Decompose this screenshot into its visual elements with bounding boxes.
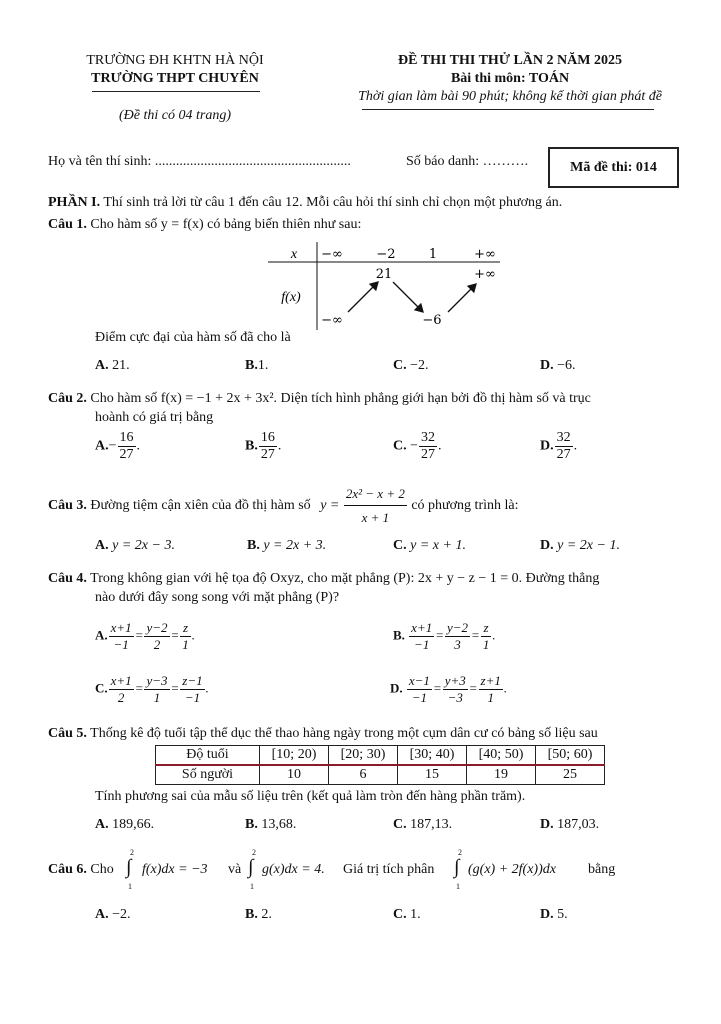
q6-integral-1-text: f(x)dx = −3 <box>142 862 208 877</box>
q3-fraction: $\frac{\text{2x² − x + 2}}{x + 1}$ <box>345 486 405 525</box>
exam-title: ĐỀ THI THI THỬ LẦN 2 NĂM 2025 <box>398 53 622 68</box>
q5-question: Tính phương sai của mẫu số liệu trên (kết quả làm tròn đến hàng phần trăm). <box>95 789 526 804</box>
q1-label: Câu 1. <box>48 217 87 232</box>
table-row <box>156 746 605 766</box>
range-cell: [40; 50) <box>467 746 536 766</box>
q6-and: và <box>228 862 242 877</box>
q3-option-c[interactable]: C. y = x + 1. <box>393 538 466 553</box>
range-cell: [50; 60) <box>536 746 605 766</box>
q3-tail: có phương trình là: <box>411 498 519 514</box>
range-cell: [10; 20) <box>260 746 329 766</box>
integral-2: 2 ∫ 1 <box>248 848 256 891</box>
q2-option-b[interactable]: B. $\frac{16}{27}$ . <box>245 430 282 462</box>
vt-x-0: −∞ <box>321 247 343 262</box>
table-header-count: Số người <box>156 765 260 785</box>
q2-option-a[interactable]: A.− $\frac{16}{27}$ . <box>95 430 141 462</box>
q3-text: Đường tiệm cận xiên của đồ thị hàm số <box>90 498 311 514</box>
q4-option-d[interactable]: D. $\frac{x-1}{-1}$ = $\frac{y+3}{-3}$ = $\frac{z+1}{1}$ . <box>390 673 508 705</box>
vt-arrow-up-2 <box>448 284 476 312</box>
q3-lhs: y = <box>320 498 340 514</box>
exam-code: Mã đề thi: 014 <box>570 159 657 175</box>
q5-option-b[interactable]: B. 13,68. <box>245 817 297 832</box>
vt-x-2: 1 <box>428 247 438 262</box>
q6-option-a[interactable]: A. −2. <box>95 907 131 922</box>
q2-text-2: hoành có giá trị bằng <box>95 410 214 425</box>
count-cell: 10 <box>260 765 329 785</box>
q2-option-c[interactable]: C. − $\frac{32}{27}$ . <box>393 430 442 462</box>
part-instruction <box>48 195 562 211</box>
exam-subject: Bài thi môn: TOÁN <box>450 71 570 86</box>
question-5 <box>48 726 598 742</box>
q4-option-c[interactable]: C. $\frac{x+1}{2}$ = $\frac{y-3}{1}$ = $\frac{z-1}{-1}$ . <box>95 673 209 705</box>
q1-text: Cho hàm số y = f(x) có bảng biến thiên như sau: <box>90 217 362 232</box>
q1-option-a[interactable]: A. 21. <box>95 358 130 373</box>
school-name: TRƯỜNG ĐH KHTN HÀ NỘI <box>86 53 264 68</box>
q4-label: Câu 4. <box>48 571 87 586</box>
exam-code-box <box>548 147 679 188</box>
q1-option-b[interactable]: B.1. <box>245 358 269 373</box>
q4-option-a[interactable]: A. $\frac{x+1}{-1}$ = $\frac{y-2}{2}$ = $\frac{z}{1}$ . <box>95 620 196 652</box>
vt-f-1: 21 <box>375 267 393 282</box>
vt-f-0: −∞ <box>321 313 343 328</box>
count-cell: 19 <box>467 765 536 785</box>
question-3 <box>48 486 518 526</box>
q2-text-1: Cho hàm số f(x) = −1 + 2x + 3x². Diện tích hình phẳng giới hạn bởi đồ thị hàm số và trục <box>90 391 591 406</box>
q6-option-b[interactable]: B. 2. <box>245 907 272 922</box>
candidate-id-label: Số báo danh: ………. <box>406 154 529 169</box>
part-title: PHẦN I. <box>48 195 101 210</box>
vt-f-3: +∞ <box>474 267 496 282</box>
q5-option-d[interactable]: D. 187,03. <box>540 817 600 832</box>
variation-table <box>260 240 510 332</box>
q6-middle: Giá trị tích phân <box>343 862 435 877</box>
range-cell: [20; 30) <box>329 746 398 766</box>
q3-option-b[interactable]: B. y = 2x + 3. <box>247 538 327 553</box>
q5-option-c[interactable]: C. 187,13. <box>393 817 453 832</box>
q4-text-2: nào dưới đây song song với mặt phẳng (P)? <box>95 590 340 605</box>
q1-option-d[interactable]: D. −6. <box>540 358 576 373</box>
q4-text-1: Trong không gian với hệ tọa độ Oxyz, cho mặt phẳng (P): 2x + y − z − 1 = 0. Đường thẳng <box>90 571 600 586</box>
q5-label: Câu 5. <box>48 726 87 741</box>
count-cell: 25 <box>536 765 605 785</box>
q1-option-c[interactable]: C. −2. <box>393 358 429 373</box>
integral-1: 2 ∫ 1 <box>126 848 134 891</box>
part-instruction-text: Thí sinh trả lời từ câu 1 đến câu 12. Mỗi câu hỏi thí sinh chỉ chọn một phương án. <box>103 195 563 210</box>
q2-label: Câu 2. <box>48 391 87 406</box>
header-right-rule <box>362 109 654 110</box>
header-left-rule <box>92 91 260 92</box>
vt-fx-label: f(x) <box>281 290 301 305</box>
q1-question: Điểm cực đại của hàm số đã cho là <box>95 330 291 345</box>
count-cell: 15 <box>398 765 467 785</box>
vt-f-2: −6 <box>422 313 442 328</box>
count-cell: 6 <box>329 765 398 785</box>
integral-3: 2 ∫ 1 <box>454 848 462 891</box>
question-1 <box>48 217 361 233</box>
q2-option-d[interactable]: D. $\frac{32}{27}$ . <box>540 430 578 462</box>
q3-label: Câu 3. <box>48 498 87 514</box>
table-header-age: Độ tuổi <box>156 746 260 766</box>
page-count-note: (Đề thi có 04 trang) <box>119 108 231 123</box>
candidate-name-label: Họ và tên thí sinh: ........................................................ <box>48 154 351 169</box>
q5-option-a[interactable]: A. 189,66. <box>95 817 155 832</box>
vt-x-label: x <box>290 247 298 262</box>
q3-option-a[interactable]: A. y = 2x − 3. <box>95 538 175 553</box>
q6-option-c[interactable]: C. 1. <box>393 907 421 922</box>
q6-label: Câu 6. <box>48 862 87 877</box>
vt-x-3: +∞ <box>474 247 496 262</box>
range-cell: [30; 40) <box>398 746 467 766</box>
q5-text: Thống kê độ tuổi tập thể dục thể thao hàng ngày trong một cụm dân cư có bảng số liệu sau <box>90 726 598 741</box>
vt-arrow-up-1 <box>348 282 378 312</box>
q6-integral-2-text: g(x)dx = 4. <box>262 862 325 877</box>
school-subname: TRƯỜNG THPT CHUYÊN <box>91 71 259 86</box>
q4-option-b[interactable]: B. $\frac{x+1}{-1}$ = $\frac{y-2}{3}$ = $\frac{z}{1}$ . <box>393 620 496 652</box>
q6-integral-3-text: (g(x) + 2f(x))dx <box>468 862 556 877</box>
question-4 <box>48 571 599 587</box>
exam-time: Thời gian làm bài 90 phút; không kể thời gian phát đề <box>358 89 662 104</box>
vt-x-1: −2 <box>376 247 396 262</box>
question-2 <box>48 391 591 407</box>
table-row <box>156 765 605 785</box>
age-stat-table <box>155 745 605 785</box>
question-6: Câu 6. Cho <box>48 862 114 877</box>
q6-tail: bằng <box>588 862 616 877</box>
q3-option-d[interactable]: D. y = 2x − 1. <box>540 538 620 553</box>
q6-option-d[interactable]: D. 5. <box>540 907 568 922</box>
vt-arrow-down <box>393 282 423 312</box>
